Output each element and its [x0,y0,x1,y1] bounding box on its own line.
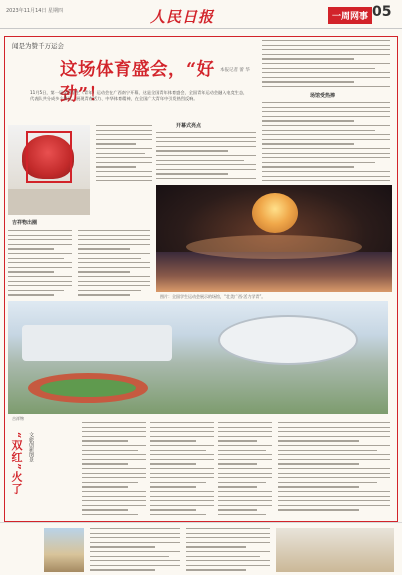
feature-byline: 本报记者 蕾 华 [220,68,250,73]
mascot-photo [8,125,90,215]
stadium-photo [8,301,388,414]
stadium-building [218,315,358,365]
exhibition-hall [22,325,172,361]
page-number: 05 [372,4,392,20]
second-story-title: “双红”火了 [10,432,23,495]
text-column [186,528,270,572]
text-column [90,528,180,572]
feature-headline: 这场体育盛会，“好劲”！ [60,60,215,105]
issue-date: 2023年11月14日 星期四 [6,8,64,14]
second-story-photo-right [276,528,394,572]
text-column [8,230,72,296]
subhead-middle: 开幕式亮点 [176,123,202,129]
text-column [278,422,390,512]
photo-floor [8,189,90,215]
section-badge: 一周网事 [328,7,372,24]
feature-lede: 11月5日，第一届全国学生（青年）运动会在广西南宁开幕，这是全国青年体育盛会，全国青年运动会融入电竞生态，代表队共分成多个赛区，展现青春活力、中华体育精神，在全国广大青年中引发热烈反响。 [30,90,248,101]
ceremony-photo [156,185,392,292]
second-story-subtitle: 文旅创新图景 [28,432,34,462]
text-column [78,230,150,296]
text-column [262,102,390,182]
mascot-caption: 吉祥物 [12,416,24,421]
masthead [0,0,402,30]
text-column [262,40,390,88]
text-column [150,422,214,518]
giant-mascot [252,193,298,233]
frame-bottom-rule [0,522,402,523]
newspaper-logo: 人民日报 [150,8,215,26]
ceremony-caption: 图片：全国学生运动会展示的场馆，“壮美广西·活力学青”。 [160,294,266,299]
header-rule [0,28,402,29]
feature-kicker: 闻是为赞千万运会 [12,42,64,50]
sports-field [40,379,136,397]
photo-glow [186,235,362,259]
second-story-photo [44,528,84,572]
subhead-left: 吉祥物出圈 [12,220,38,226]
text-column [82,422,146,518]
text-column [96,125,152,183]
text-column [156,132,256,182]
photo-highlight-frame [26,131,72,183]
text-column [218,422,272,518]
second-story-heading [8,432,32,495]
subhead-right: 场馆受热捧 [310,93,336,99]
